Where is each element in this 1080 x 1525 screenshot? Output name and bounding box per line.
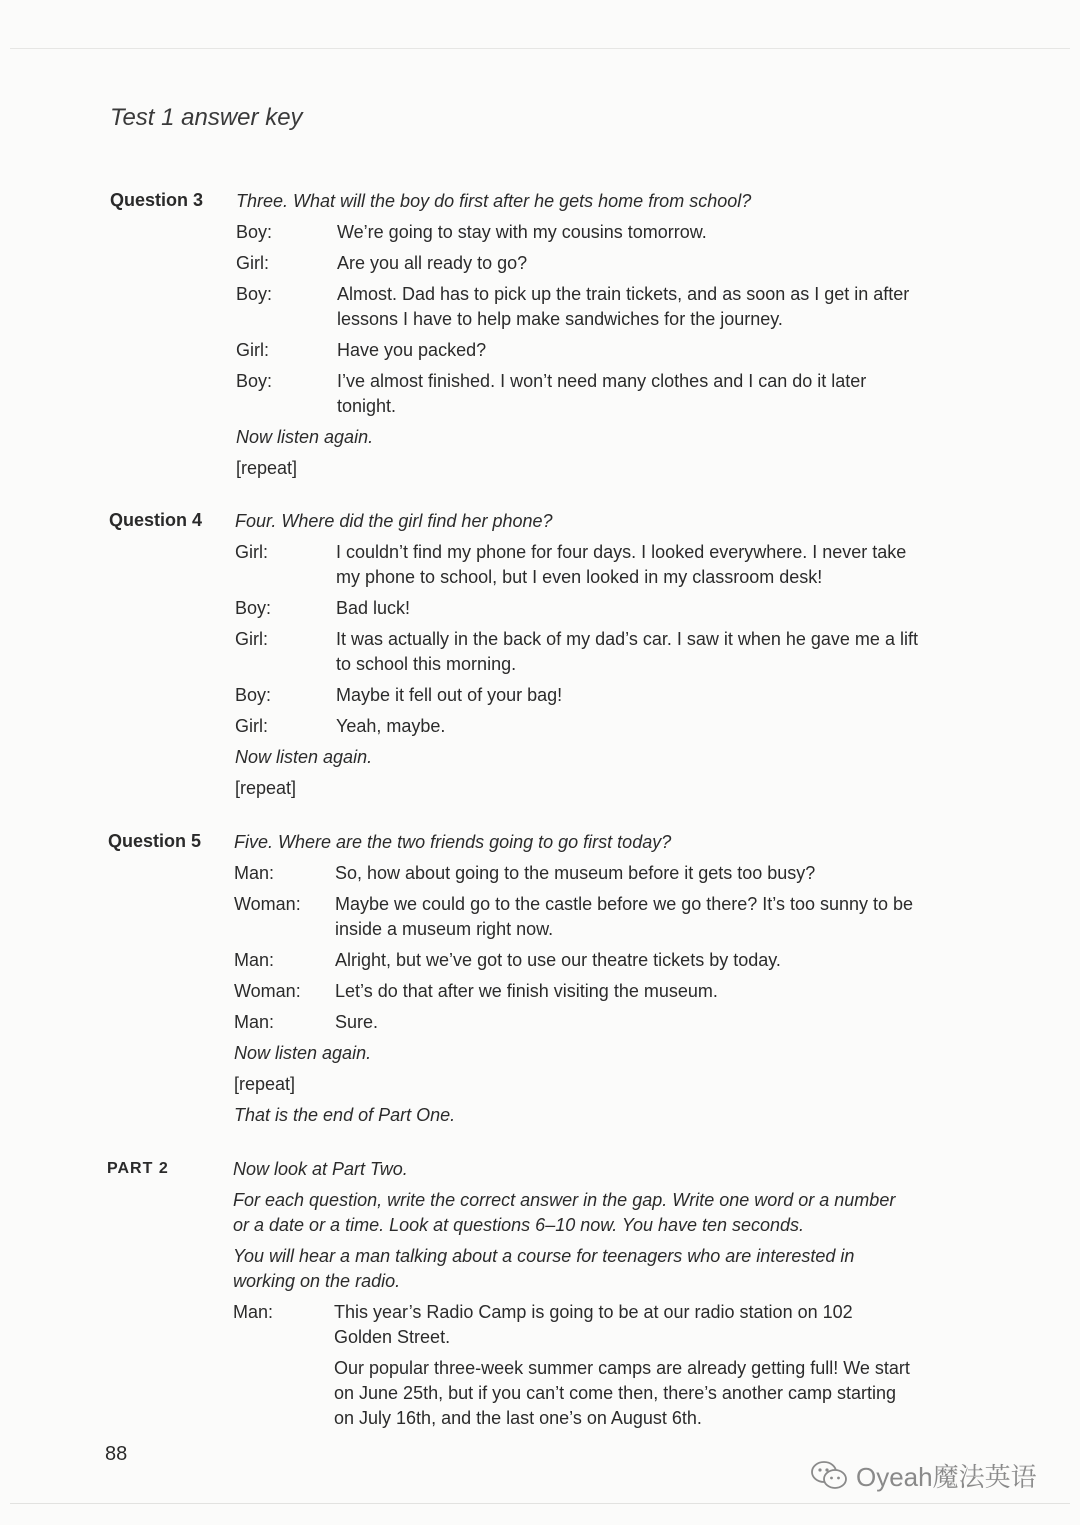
watermark [810, 1458, 1037, 1492]
repeat-cue: [repeat] [235, 778, 297, 798]
utterance: I’ve almost finished. I won’t need many clothes and I can do it later tonight. [337, 371, 867, 416]
dialogue-line [234, 1010, 925, 1035]
dialogue-line [235, 596, 926, 621]
question-4-intro: Four. Where did the girl find her phone? [235, 511, 553, 531]
top-scan-edge [10, 48, 1070, 49]
dialogue-line [234, 979, 925, 1004]
speaker: Man: [234, 950, 275, 970]
speaker: Man: [234, 863, 275, 883]
utterance: I couldn’t find my phone for four days. I looked everywhere. I never take my phone to school, but I even looked in my classroom desk! [336, 542, 907, 587]
monologue-paragraph: This year’s Radio Camp is going to be at our radio station on 102 Golden Street. [334, 1302, 853, 1347]
speaker: Woman: [234, 894, 301, 914]
watermark-text: Oyeah魔法英语 [856, 1461, 1037, 1492]
utterance: Are you all ready to go? [337, 253, 528, 273]
speaker: Girl: [236, 340, 269, 360]
dialogue-line [236, 369, 927, 419]
monologue-paragraph: Our popular three-week summer camps are already getting full! We start on June 25th, but if you can’t come then, there’s another camp starting on July 16th, and the last one’s on August 6th. [334, 1358, 910, 1428]
speaker: Boy: [235, 598, 272, 618]
utterance: Maybe we could go to the castle before we go there? It’s too sunny to be inside a museum right now. [335, 894, 914, 939]
repeat-cue: [repeat] [234, 1074, 296, 1094]
question-5-intro: Five. Where are the two friends going to go first today? [234, 832, 672, 852]
listen-again: Now listen again. [235, 747, 373, 767]
dialogue-line [236, 338, 927, 363]
dialogue-line [236, 282, 927, 332]
utterance: Let’s do that after we finish visiting the museum. [335, 981, 718, 1001]
dialogue-line [235, 714, 926, 739]
utterance: Maybe it fell out of your bag! [336, 685, 563, 705]
dialogue-line [235, 683, 926, 708]
speaker: Woman: [234, 981, 301, 1001]
utterance: Alright, but we’ve got to use our theatre tickets by today. [335, 950, 781, 970]
utterance: It was actually in the back of my dad’s car. I saw it when he gave me a lift to school this morning. [336, 629, 918, 674]
dialogue-line [233, 1300, 914, 1437]
question-5-block [234, 830, 925, 1134]
speaker: Boy: [236, 222, 273, 242]
question-3-label: Question 3 [110, 190, 204, 210]
speaker: Girl: [235, 542, 268, 562]
utterance: Yeah, maybe. [336, 716, 446, 736]
dialogue-line [234, 892, 925, 942]
utterance: We’re going to stay with my cousins tomorrow. [337, 222, 707, 242]
page-number: 88 [105, 1443, 128, 1465]
monologue [334, 1300, 914, 1437]
listen-again: Now listen again. [236, 427, 374, 447]
part-2-instruction: For each question, write the correct answer in the gap. Write one word or a number or a date or a time. Look at questions 6–10 now. You have ten seconds. [233, 1190, 896, 1235]
question-4-label: Question 4 [109, 510, 203, 530]
bottom-scan-edge [10, 1503, 1070, 1504]
part-2-label: PART 2 [107, 1160, 169, 1177]
speaker: Man: [233, 1302, 274, 1322]
question-3-block [236, 189, 927, 487]
utterance: So, how about going to the museum before it gets too busy? [335, 863, 816, 883]
dialogue-line [234, 948, 925, 973]
speaker: Boy: [236, 371, 273, 391]
utterance: Sure. [335, 1012, 379, 1032]
dialogue-line [235, 627, 926, 677]
end-of-part-one: That is the end of Part One. [234, 1105, 456, 1125]
utterance: Almost. Dad has to pick up the train tickets, and as soon as I get in after lessons I have to help make sandwiches for the journey. [337, 284, 910, 329]
dialogue-line [235, 540, 926, 590]
speaker: Boy: [236, 284, 273, 304]
part-2-block [233, 1157, 914, 1443]
speaker: Boy: [235, 685, 272, 705]
question-5-label: Question 5 [108, 831, 202, 851]
speaker: Girl: [235, 629, 268, 649]
dialogue-line [236, 220, 927, 245]
utterance: Have you packed? [337, 340, 487, 360]
dialogue-line [236, 251, 927, 276]
question-4-block [235, 509, 926, 807]
speaker: Man: [234, 1012, 275, 1032]
speaker: Girl: [236, 253, 269, 273]
part-2-intro: Now look at Part Two. [233, 1159, 408, 1179]
listen-again: Now listen again. [234, 1043, 372, 1063]
dialogue-line [234, 861, 925, 886]
question-3-intro: Three. What will the boy do first after he gets home from school? [236, 191, 752, 211]
speaker: Girl: [235, 716, 268, 736]
utterance: Bad luck! [336, 598, 411, 618]
part-2-context: You will hear a man talking about a course for teenagers who are interested in working on the radio. [233, 1246, 855, 1291]
page-title: Test 1 answer key [110, 104, 303, 131]
wechat-icon [810, 1459, 848, 1491]
repeat-cue: [repeat] [236, 458, 298, 478]
